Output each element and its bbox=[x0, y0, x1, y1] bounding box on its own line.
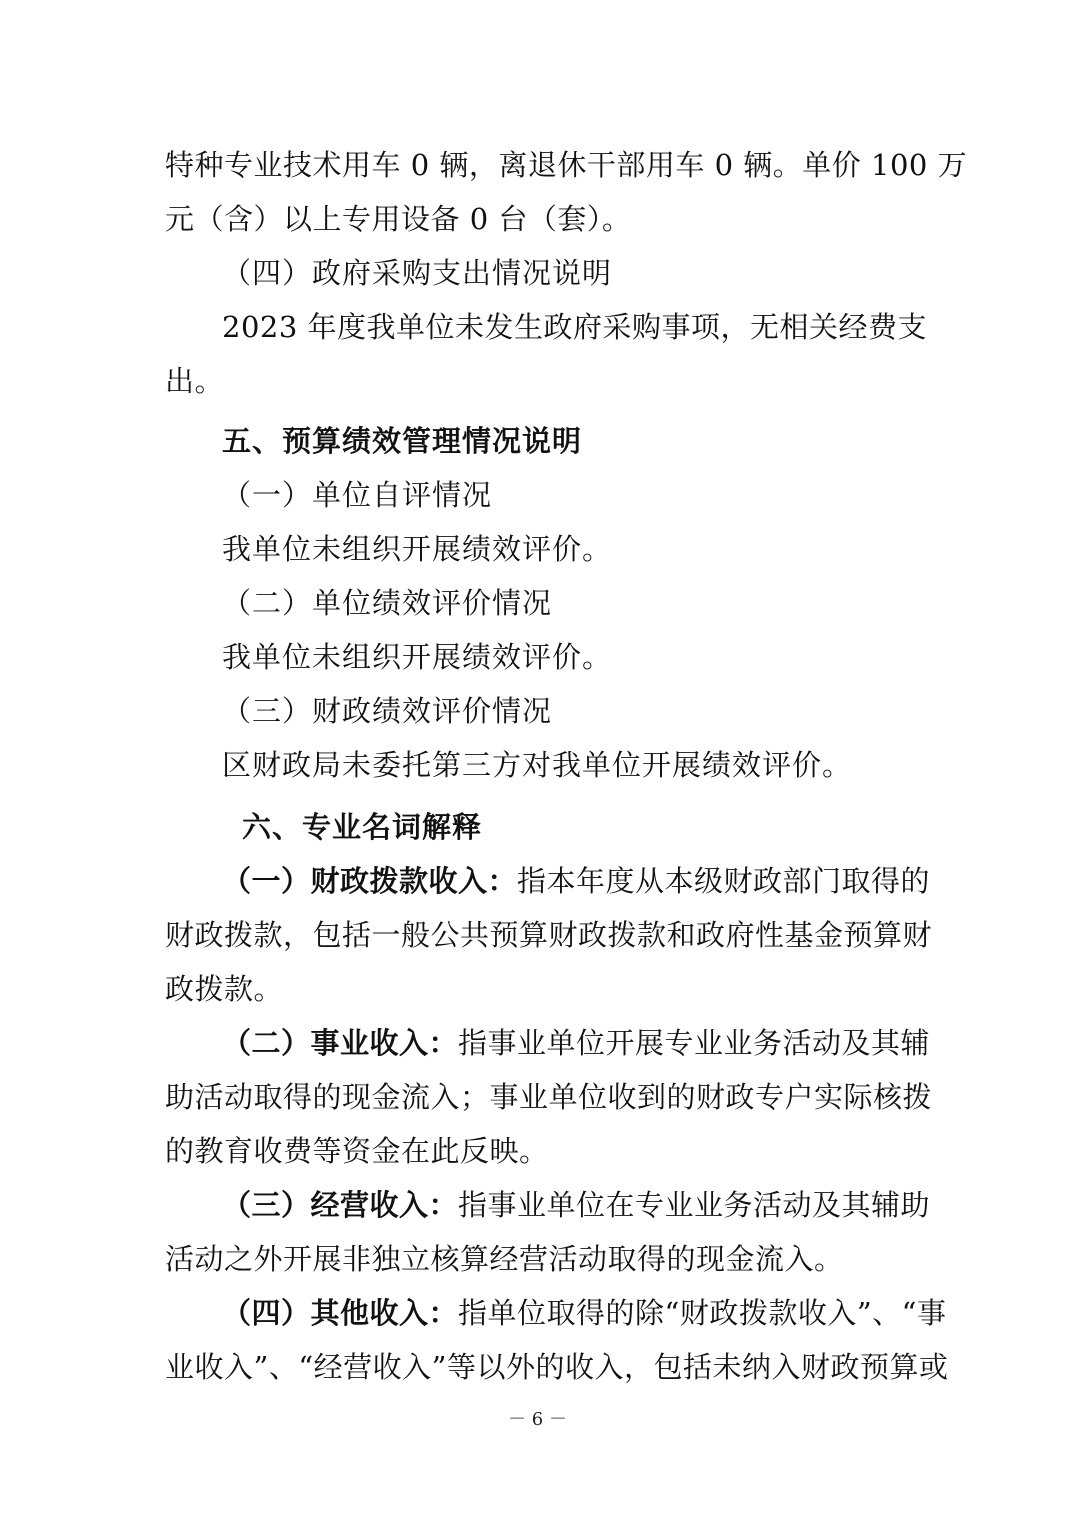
page-number: － 6 － bbox=[508, 1409, 567, 1430]
subsection-heading-gov-purchase: （四）政府采购支出情况说明 bbox=[222, 256, 613, 290]
paragraph-line: 2023 年度我单位未发生政府采购事项，无相关经费支 bbox=[222, 310, 928, 344]
paragraph-line: 特种专业技术用车 0 辆，离退休干部用车 0 辆。单价 100 万 bbox=[165, 148, 968, 182]
term-label: （四）其他收入： bbox=[222, 1296, 459, 1330]
term-text: 指事业单位在专业业务活动及其辅助 bbox=[458, 1188, 931, 1222]
section-heading-6: 六、专业名词解释 bbox=[242, 810, 483, 844]
paragraph-line: 助活动取得的现金流入；事业单位收到的财政专户实际核拨 bbox=[165, 1080, 933, 1114]
paragraph-text: 区财政局未委托第三方对我单位开展绩效评价。 bbox=[222, 748, 853, 782]
paragraph-line: 政拨款。 bbox=[165, 972, 284, 1006]
paragraph-line: 的教育收费等资金在此反映。 bbox=[165, 1134, 549, 1168]
term-label: （三）经营收入： bbox=[222, 1188, 459, 1222]
term-definition-line bbox=[222, 1185, 931, 1225]
term-text: 指单位取得的除“财政拨款收入”、“事 bbox=[458, 1296, 947, 1330]
paragraph-line: 出。 bbox=[165, 364, 225, 398]
subsection-heading-self-eval: （一）单位自评情况 bbox=[222, 478, 493, 512]
paragraph-line: 活动之外开展非独立核算经营活动取得的现金流入。 bbox=[165, 1242, 844, 1276]
paragraph-line: 业收入”、“经营收入”等以外的收入，包括未纳入财政预算或 bbox=[165, 1350, 949, 1384]
term-label: （一）财政拨款收入： bbox=[222, 864, 518, 898]
paragraph-text: 我单位未组织开展绩效评价。 bbox=[222, 640, 613, 674]
term-text: 指事业单位开展专业业务活动及其辅 bbox=[458, 1026, 931, 1060]
term-definition-line bbox=[222, 1023, 931, 1063]
subsection-heading-unit-eval: （二）单位绩效评价情况 bbox=[222, 586, 553, 620]
paragraph-line: 元（含）以上专用设备 0 台（套）。 bbox=[165, 202, 632, 236]
subsection-heading-finance-eval: （三）财政绩效评价情况 bbox=[222, 694, 553, 728]
term-definition-line bbox=[222, 1293, 947, 1333]
term-text: 指本年度从本级财政部门取得的 bbox=[517, 864, 931, 898]
paragraph-text: 我单位未组织开展绩效评价。 bbox=[222, 532, 613, 566]
section-heading-5: 五、预算绩效管理情况说明 bbox=[222, 424, 583, 458]
paragraph-line: 财政拨款，包括一般公共预算财政拨款和政府性基金预算财 bbox=[165, 918, 933, 952]
term-label: （二）事业收入： bbox=[222, 1026, 459, 1060]
term-definition-line bbox=[222, 861, 931, 901]
